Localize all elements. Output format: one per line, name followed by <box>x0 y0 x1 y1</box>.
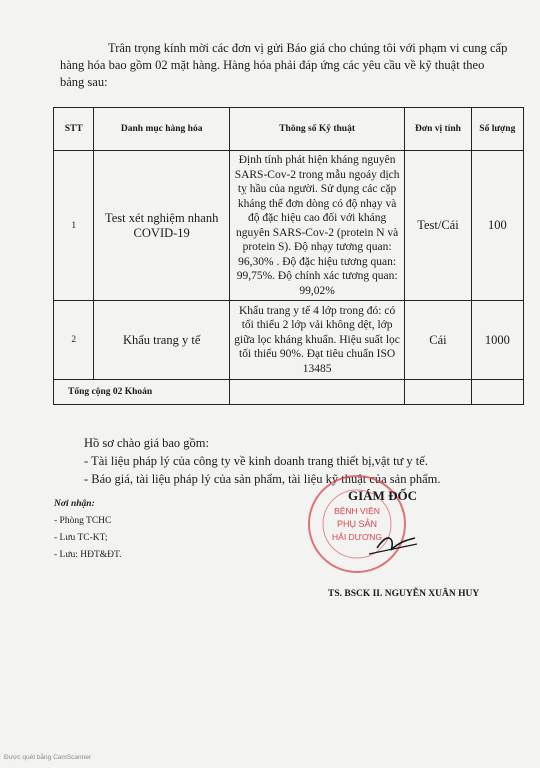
header-unit: Đơn vị tính <box>405 108 471 151</box>
row-stt: 1 <box>54 151 94 301</box>
documents-title: Hồ sơ chào giá bao gồm: <box>84 436 209 450</box>
recipients-section <box>54 496 122 564</box>
recipients-heading: Nơi nhận: <box>54 499 95 509</box>
recipient-item: - Phòng TCHC <box>54 516 112 526</box>
row-unit: Test/Cái <box>405 151 471 301</box>
recipient-item: - Lưu TC-KT; <box>54 533 108 543</box>
hospital-stamp <box>299 470 419 580</box>
table-header-row <box>54 108 524 151</box>
stamp-line: BỆNH VIỆN <box>334 506 380 516</box>
recipient-item: - Lưu: HĐT&ĐT. <box>54 550 122 560</box>
total-label: Tổng cộng 02 Khoản <box>54 380 230 405</box>
table-row <box>54 301 524 380</box>
documents-item: - Báo giá, tài liệu pháp lý của sản phẩm, tài liệu kỹ thuật của sản phẩm. <box>84 472 441 486</box>
header-spec: Thông số Kỹ thuật <box>229 108 404 151</box>
documents-item: - Tài liệu pháp lý của công ty về kinh doanh trang thiết bị,vật tư y tế. <box>84 454 428 468</box>
total-empty-cell <box>229 380 404 405</box>
table-row <box>54 151 524 301</box>
row-spec: Khẩu trang y tế 4 lớp trong đó: có tối thiểu 2 lớp vải không dệt, lớp giữa lọc kháng khuẩn. Hiệu suất lọc tối thiểu 90%. Đạt tiêu chuẩn ISO 13485 <box>229 301 404 380</box>
intro-paragraph: Trân trọng kính mời các đơn vị gửi Báo giá cho chúng tôi với phạm vi cung cấp hàng hóa bao gồm 02 mặt hàng. Hàng hóa phải đáp ứng các yêu cầu về kỹ thuật theo bảng sau: <box>60 41 508 89</box>
total-empty-cell <box>471 380 523 405</box>
header-qty: Số lượng <box>471 108 523 151</box>
row-item-name: Khẩu trang y tế <box>94 301 229 380</box>
stamp-line: PHỤ SẢN <box>336 519 378 529</box>
total-row <box>54 380 524 405</box>
stamp-line: HẢI DƯƠNG <box>332 532 382 542</box>
scanner-footer: Được quét bằng CamScanner <box>4 754 92 761</box>
row-spec: Định tính phát hiện kháng nguyên SARS-Cov-2 trong mẫu ngoáy dịch tỵ hầu của người. Sử dụng các cặp kháng thể đơn dòng có độ nhạy và độ đặc hiệu cao đối với kháng nguyên SARS-Cov-2 (protein N và protein S). Độ nhạy tương quan: 96,30% . Độ đặc hiệu tương quan: 99,75%. Độ chính xác tương quan: 99,02% <box>229 151 404 301</box>
row-qty: 100 <box>471 151 523 301</box>
row-item-name: Test xét nghiệm nhanh COVID-19 <box>94 151 229 301</box>
header-stt: STT <box>54 108 94 151</box>
signature-stroke <box>369 544 417 554</box>
row-stt: 2 <box>54 301 94 380</box>
row-unit: Cái <box>405 301 471 380</box>
total-empty-cell <box>405 380 471 405</box>
row-qty: 1000 <box>471 301 523 380</box>
signatory-name: TS. BSCK II. NGUYỄN XUÂN HUY <box>328 589 480 599</box>
goods-table <box>53 107 524 405</box>
header-item: Danh mục hàng hóa <box>94 108 229 151</box>
signatory-title: GIÁM ĐỐC <box>348 488 417 503</box>
